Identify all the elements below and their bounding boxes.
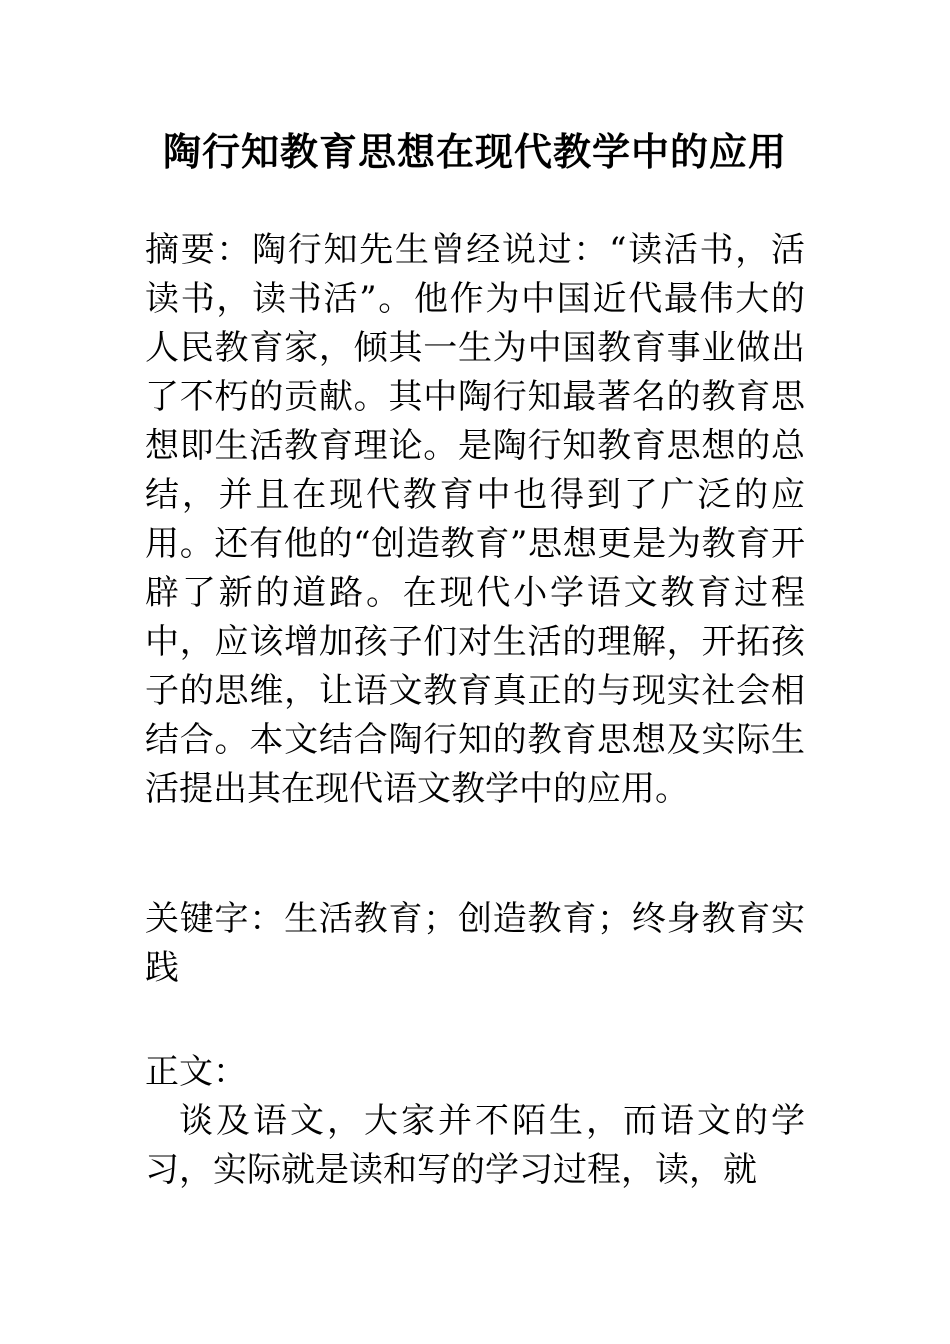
body-paragraph: 谈及语文，大家并不陌生，而语文的学习，实际就是读和写的学习过程，读，就 [145,1101,805,1190]
abstract-paragraph: 摘要：陶行知先生曾经说过：“读活书，活读书，读书活”。他作为中国近代最伟大的人民教育家，倾其一生为中国教育事业做出了不朽的贡献。其中陶行知最著名的教育思想即生活教育理论。是陶行知教育思想的总结，并且在现代教育中也得到了广泛的应用。还有他的“创造教育”思想更是为教育开辟了新的道路。在现代小学语文教育过程中，应该增加孩子们对生活的理解，开拓孩子的思维，让语文教育真正的与现实社会相结合。本文结合陶行知的教育思想及实际生活提出其在现代语文教学中的应用。 [145,230,805,809]
keywords-paragraph: 关键字：生活教育；创造教育；终身教育实践 [145,899,805,988]
body-heading: 正文： [145,1052,247,1092]
document-title: 陶行知教育思想在现代教学中的应用 [162,129,787,174]
